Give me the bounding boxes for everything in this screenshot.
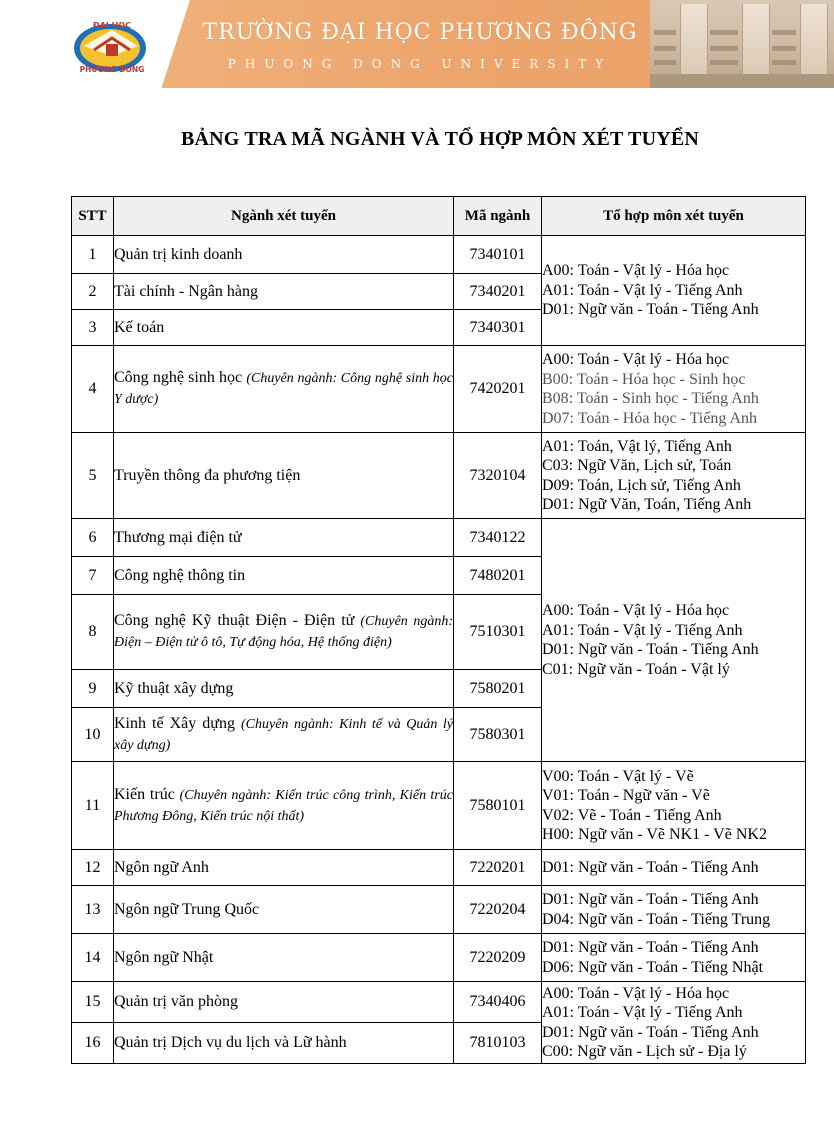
combo-group	[542, 433, 806, 519]
row-code: 7220204	[454, 886, 542, 934]
logo-bottom-text: PHƯƠNG ĐÔNG	[79, 65, 145, 74]
combo-line: A00: Toán - Vật lý - Hóa học	[542, 262, 730, 280]
row-stt: 1	[72, 236, 114, 274]
row-stt: 6	[72, 519, 114, 557]
combo-line: D04: Ngữ văn - Toán - Tiếng Trung	[542, 910, 771, 928]
row-code: 7340406	[454, 982, 542, 1023]
table-row	[72, 346, 806, 433]
page-title: BẢNG TRA MÃ NGÀNH VÀ TỔ HỢP MÔN XÉT TUYỂN	[180, 128, 700, 150]
table-row	[72, 236, 806, 274]
combo-line: D09: Toán, Lịch sử, Tiếng Anh	[542, 476, 741, 494]
row-code: 7420201	[454, 346, 542, 433]
combo-line: A01: Toán, Vật lý, Tiếng Anh	[542, 437, 732, 455]
row-major: Thương mại điện tử	[114, 519, 454, 557]
row-major: Truyền thông đa phương tiện	[114, 433, 454, 519]
row-major: Kiến trúc (Chuyên ngành: Kiến trúc công trình, Kiến trúc Phương Đông, Kiến trúc nội thất)	[114, 762, 454, 850]
row-stt: 4	[72, 346, 114, 433]
combo-group	[542, 346, 806, 433]
combo-group	[542, 886, 806, 934]
major-note: (Chuyên ngành: Kinh tế và Quản lý xây dựng)	[114, 716, 453, 753]
row-major: Tài chính - Ngân hàng	[114, 274, 454, 310]
combo-line: D01: Ngữ văn - Toán - Tiếng Anh	[542, 939, 759, 956]
combo-line: B08: Toán - Sinh học - Tiếng Anh	[542, 390, 759, 407]
university-name: TRƯỜNG ĐẠI HỌC PHƯƠNG ĐÔNG	[202, 20, 638, 45]
header-banner	[0, 0, 834, 88]
row-code: 7340201	[454, 274, 542, 310]
combo-line: C00: Ngữ văn - Lịch sử - Địa lý	[542, 1043, 747, 1060]
table-row	[72, 850, 806, 886]
row-code: 7340301	[454, 310, 542, 346]
row-code: 7340122	[454, 519, 542, 557]
combo-line: D06: Ngữ văn - Toán - Tiếng Nhật	[542, 958, 764, 976]
row-stt: 14	[72, 934, 114, 982]
admission-table	[71, 196, 806, 1064]
row-code: 7810103	[454, 1023, 542, 1064]
row-major: Ngôn ngữ Nhật	[114, 934, 454, 982]
row-major: Kế toán	[114, 310, 454, 346]
header-code: Mã ngành	[454, 197, 542, 236]
row-major: Kinh tế Xây dựng (Chuyên ngành: Kinh tế và Quản lý xây dựng)	[114, 708, 454, 762]
combo-line: D07: Toán - Hóa học - Tiếng Anh	[542, 409, 758, 427]
combo-line: C03: Ngữ Văn, Lịch sử, Toán	[542, 457, 732, 474]
combo-line: A00: Toán - Vật lý - Hóa học	[542, 351, 730, 368]
header-major: Ngành xét tuyển	[114, 197, 454, 236]
university-name-en: PHUONG DONG UNIVERSITY	[227, 57, 613, 71]
row-code: 7320104	[454, 433, 542, 519]
header-combos: Tổ hợp môn xét tuyển	[542, 197, 806, 236]
row-stt: 8	[72, 595, 114, 670]
logo-top-text: ĐẠI HỌC	[92, 21, 132, 30]
row-stt: 3	[72, 310, 114, 346]
row-stt: 15	[72, 982, 114, 1023]
combo-group	[542, 982, 806, 1064]
row-code: 7510301	[454, 595, 542, 670]
combo-line: V02: Vẽ - Toán - Tiếng Anh	[542, 806, 722, 824]
table-row	[72, 934, 806, 982]
row-stt: 11	[72, 762, 114, 850]
row-stt: 5	[72, 433, 114, 519]
row-major: Kỹ thuật xây dựng	[114, 670, 454, 708]
table-header-row	[72, 197, 806, 236]
row-stt: 16	[72, 1023, 114, 1064]
combo-group	[542, 850, 806, 886]
major-note: (Chuyên ngành: Kiến trúc công trình, Kiến trúc Phương Đông, Kiến trúc nội thất)	[114, 787, 453, 824]
row-major: Ngôn ngữ Anh	[114, 850, 454, 886]
combo-line: H00: Ngữ văn - Vẽ NK1 - Vẽ NK2	[542, 826, 767, 843]
major-note: (Chuyên ngành: Công nghệ sinh học Y dược)	[114, 371, 453, 407]
combo-line: C01: Ngữ văn - Toán - Vật lý	[542, 660, 730, 678]
combo-line: A01: Toán - Vật lý - Tiếng Anh	[542, 621, 743, 639]
combo-line: B00: Toán - Hóa học - Sinh học	[542, 370, 746, 388]
combo-line: A00: Toán - Vật lý - Hóa học	[542, 984, 730, 1002]
row-major: Công nghệ thông tin	[114, 557, 454, 595]
combo-line: D01: Ngữ văn - Toán - Tiếng Anh	[542, 301, 759, 319]
combo-line: V00: Toán - Vật lý - Vẽ	[542, 767, 694, 785]
row-stt: 9	[72, 670, 114, 708]
row-major: Quản trị văn phòng	[114, 982, 454, 1023]
row-major: Công nghệ Kỹ thuật Điện - Điện tử (Chuyên ngành: Điện – Điện tử ô tô, Tự động hóa, Hệ thống điện)	[114, 595, 454, 670]
row-code: 7580101	[454, 762, 542, 850]
row-major: Công nghệ sinh học (Chuyên ngành: Công nghệ sinh học Y dược)	[114, 346, 454, 433]
row-code: 7480201	[454, 557, 542, 595]
combo-line: V01: Toán - Ngữ văn - Vẽ	[542, 787, 710, 804]
combo-line: A01: Toán - Vật lý - Tiếng Anh	[542, 1004, 743, 1021]
row-code: 7340101	[454, 236, 542, 274]
table-row	[72, 433, 806, 519]
row-major: Quản trị Dịch vụ du lịch và Lữ hành	[114, 1023, 454, 1064]
combo-line: D01: Ngữ văn - Toán - Tiếng Anh	[542, 891, 759, 908]
row-stt: 7	[72, 557, 114, 595]
table-row	[72, 982, 806, 1023]
combo-group	[542, 236, 806, 346]
row-code: 7580301	[454, 708, 542, 762]
row-stt: 2	[72, 274, 114, 310]
row-code: 7580201	[454, 670, 542, 708]
combo-group	[542, 762, 806, 850]
row-major: Quản trị kinh doanh	[114, 236, 454, 274]
major-note: (Chuyên ngành: Điện – Điện tử ô tô, Tự động hóa, Hệ thống điện)	[114, 614, 453, 650]
combo-line: D01: Ngữ văn - Toán - Tiếng Anh	[542, 858, 759, 876]
row-major: Ngôn ngữ Trung Quốc	[114, 886, 454, 934]
combo-line: D01: Ngữ văn - Toán - Tiếng Anh	[542, 1023, 759, 1041]
row-stt: 13	[72, 886, 114, 934]
combo-line: D01: Ngữ văn - Toán - Tiếng Anh	[542, 641, 759, 658]
table-row	[72, 886, 806, 934]
row-stt: 12	[72, 850, 114, 886]
combo-group	[542, 934, 806, 982]
header-stt: STT	[72, 197, 114, 236]
university-logo	[72, 16, 152, 76]
row-code: 7220201	[454, 850, 542, 886]
combo-line: A01: Toán - Vật lý - Tiếng Anh	[542, 281, 743, 299]
row-stt: 10	[72, 708, 114, 762]
table-row	[72, 762, 806, 850]
combo-line: A00: Toán - Vật lý - Hóa học	[542, 602, 730, 619]
table-row	[72, 519, 806, 557]
combo-line: D01: Ngữ Văn, Toán, Tiếng Anh	[542, 496, 752, 513]
combo-group	[542, 519, 806, 762]
row-code: 7220209	[454, 934, 542, 982]
